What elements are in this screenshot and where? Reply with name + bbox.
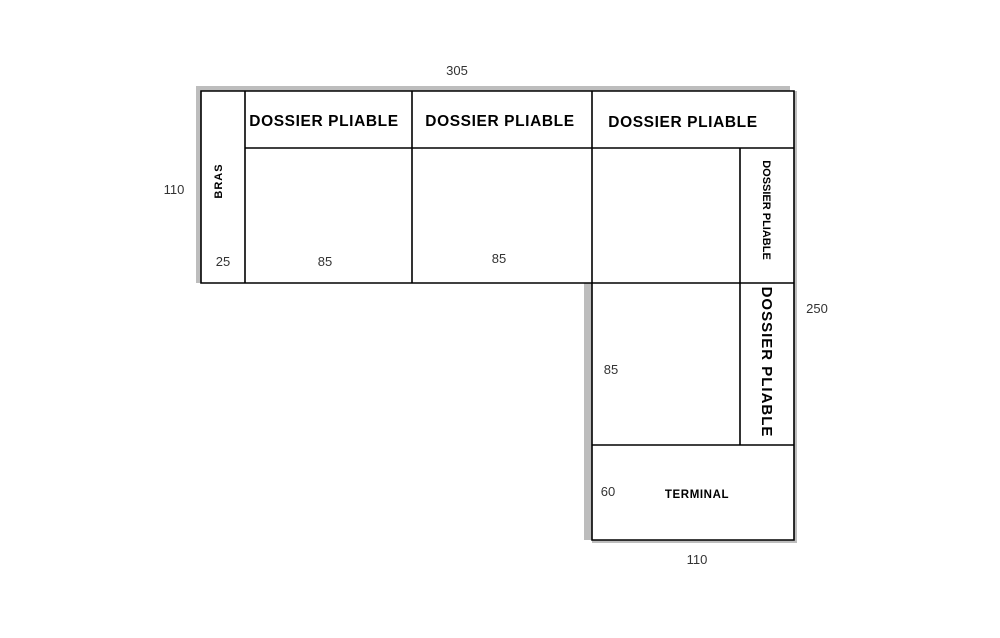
terminal-label: TERMINAL — [664, 489, 730, 501]
seat2-width-label: 85 — [491, 251, 507, 266]
seat3-side-backrest-label: DOSSIER PLIABLE — [758, 286, 775, 438]
seat1-width-label: 85 — [317, 254, 333, 269]
outline-shadow-inner — [584, 283, 592, 540]
seat1-backrest-label: DOSSIER PLIABLE — [249, 113, 399, 130]
bras-width-label: 25 — [215, 254, 231, 269]
bras-label: BRAS — [213, 163, 225, 199]
right-height-label: 250 — [806, 301, 828, 316]
bottom-width-label: 110 — [686, 552, 708, 567]
left-height-label: 110 — [163, 182, 185, 197]
seat3-width-label: 85 — [603, 362, 619, 377]
terminal-width-label: 60 — [600, 484, 616, 499]
seat2-backrest-label: DOSSIER PLIABLE — [425, 113, 575, 130]
corner-backrest-label: DOSSIER PLIABLE — [608, 114, 758, 131]
corner-side-backrest-label: DOSSIER PLIABLE — [760, 160, 772, 260]
sofa-outline — [201, 91, 794, 540]
top-width-label: 305 — [446, 63, 468, 78]
